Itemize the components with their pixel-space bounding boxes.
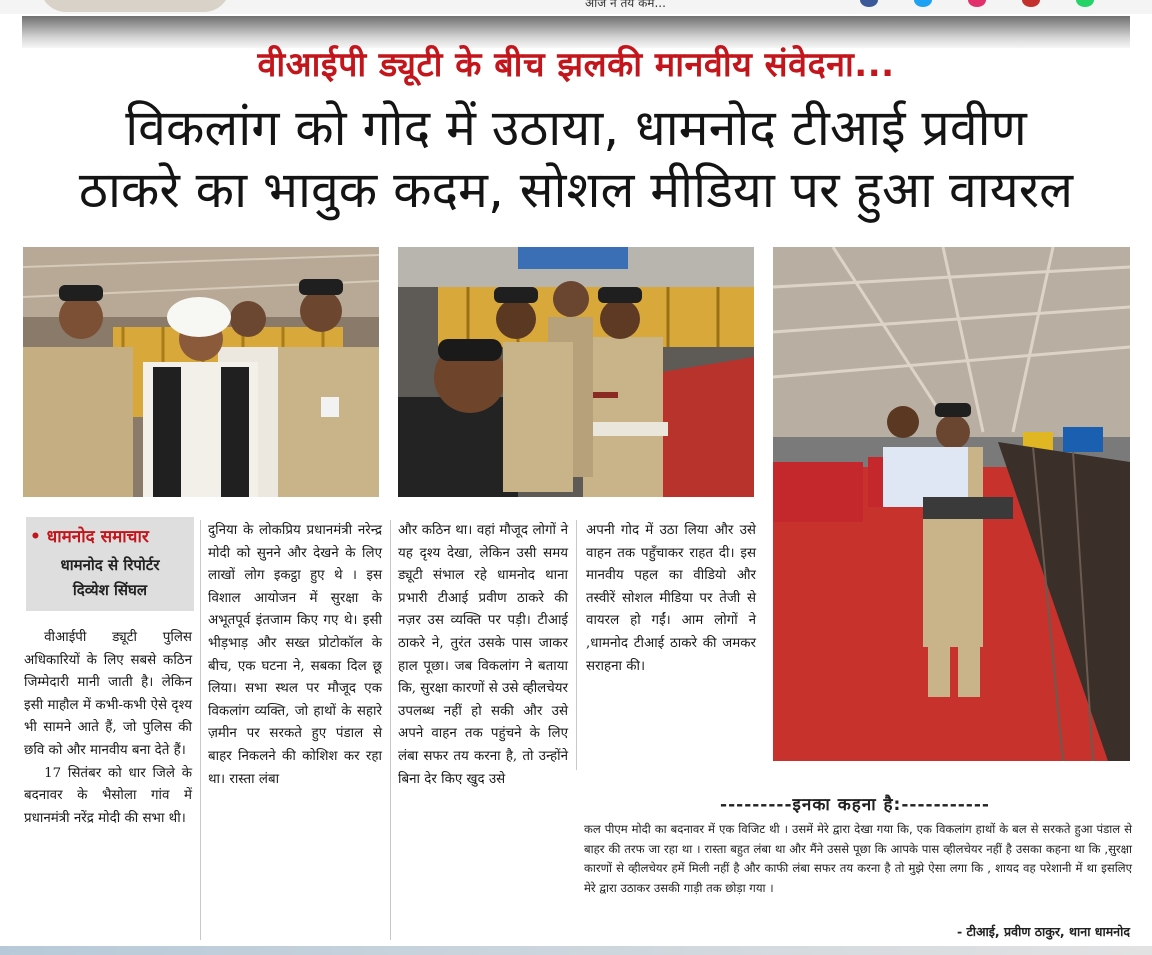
social-icon (914, 0, 932, 7)
article-column-3: और कठिन था। वहां मौजूद लोगों ने यह दृश्य देखा, लेकिन उसी समय ड्यूटी संभाल रहे धामनोद थाना प्रभारी टीआई प्रवीण ठाकरे की नज़र उस व्यक्ति पर पड़ी। टीआई ठाकरे ने, तुरंत उसके पास जाकर हाल पूछा। जब विकलांग ने बताया कि, सुरक्षा कारणों से उसे व्हीलचेयर उपलब्ध नहीं हो सकी और उसे अपने वाहन तक पहुंचने के लिए लंबा सफर तय करना है, तो उन्होंने बिना देर किए खुद उसे (398, 523, 568, 787)
article-column-1 (24, 627, 192, 830)
paragraph: 17 सितंबर को धार जिले के बदनावर के भैसोला गांव में प्रधानमंत्री नरेंद्र मोदी की सभा थी। (24, 765, 192, 826)
social-icons (860, 0, 1130, 11)
social-icon (1076, 0, 1094, 7)
reporter-line-1: धामनोद से रिपोर्टर (60, 556, 160, 574)
headline-line-1: विकलांग को गोद में उठाया, धामनोद टीआई प्रवीण (125, 99, 1027, 157)
kicker-headline: वीआईपी ड्यूटी के बीच झलकी मानवीय संवेदना... (257, 45, 895, 85)
reporter-line-2: दिव्येश सिंघल (72, 581, 148, 599)
paragraph: वीआईपी ड्यूटी पुलिस अधिकारियों के लिए सबसे कठिन जिम्मेदारी मानी जाती है। लेकिन इसी माहौल में कभी-कभी ऐसे दृश्य भी सामने आते हैं, जो पुलिस की छवि को और मानवीय बना देते हैं। (24, 630, 192, 758)
article-column-4: अपनी गोद में उठा लिया और उसे वाहन तक पहुँचाकर राहत दी। इस मानवीय पहल का वीडियो और तस्वीरें सोशल मीडिया पर तेजी से वायरल हो गईं। आम लोगों ने ,धामनोद टीआई ठाकरे की जमकर सराहना की। (586, 523, 756, 674)
avatar (40, 0, 230, 12)
clipped-text: आज न तय कम... (585, 0, 666, 10)
top-strip (0, 0, 1152, 14)
dateline-tag: • धामनोद समाचार (30, 527, 149, 547)
social-icon (860, 0, 878, 7)
article-column-2: दुनिया के लोकप्रिय प्रधानमंत्री नरेन्द्र मोदी को सुनने और देखने के लिए लाखों लोग इकट्ठा हुए थे । इस विशाल आयोजन में सुरक्षा के अभूतपूर्व इंतजाम किए गए थे। इसी भीड़भाड़ और सख्त प्रोटोकॉल के बीच, एक घटना ने, सबका दिल छू लिया। सभा स्थल पर मौजूद एक विकलांग व्यक्ति, जो हाथों के सहारे ज़मीन पर सरकते हुए पंडाल से बाहर निकलने की कोशिश कर रहा था। रास्ता लंबा (208, 523, 382, 787)
quote-heading: ---------इनका कहना है:----------- (720, 795, 990, 815)
photo-group (23, 247, 379, 497)
column-rule (576, 520, 577, 770)
quote-signature: - टीआई, प्रवीण ठाकुर, थाना धामनोद (956, 924, 1130, 939)
headline-line-2: ठाकरे का भावुक कदम, सोशल मीडिया पर हुआ वायरल (78, 161, 1074, 219)
bottom-strip (0, 946, 1152, 955)
social-icon (1022, 0, 1040, 7)
column-rule (390, 520, 391, 940)
photo-officer-carrying (773, 247, 1130, 761)
social-icon (968, 0, 986, 7)
column-rule (200, 520, 201, 940)
photo-selfie (398, 247, 754, 497)
quote-text: कल पीएम मोदी का बदनावर में एक विजिट थी । उसमें मेरे द्वारा देखा गया कि, एक विकलांग हाथों के बल से सरकते हुआ पंडाल से बाहर की तरफ जा रहा था । रास्ता बहुत लंबा था और मैंने उससे पूछा कि आपके पास व्हीलचेयर नहीं है उसका कहना था कि ,सुरक्षा कारणों से व्हीलचेयर हमें मिली नहीं है और काफी लंबा सफर तय करना है तो मुझे ऐसा लगा कि , शायद वह परेशानी में था इसलिए मेरे द्वारा उठाकर उसकी गाड़ी तक छोड़ा गया । (584, 822, 1132, 895)
